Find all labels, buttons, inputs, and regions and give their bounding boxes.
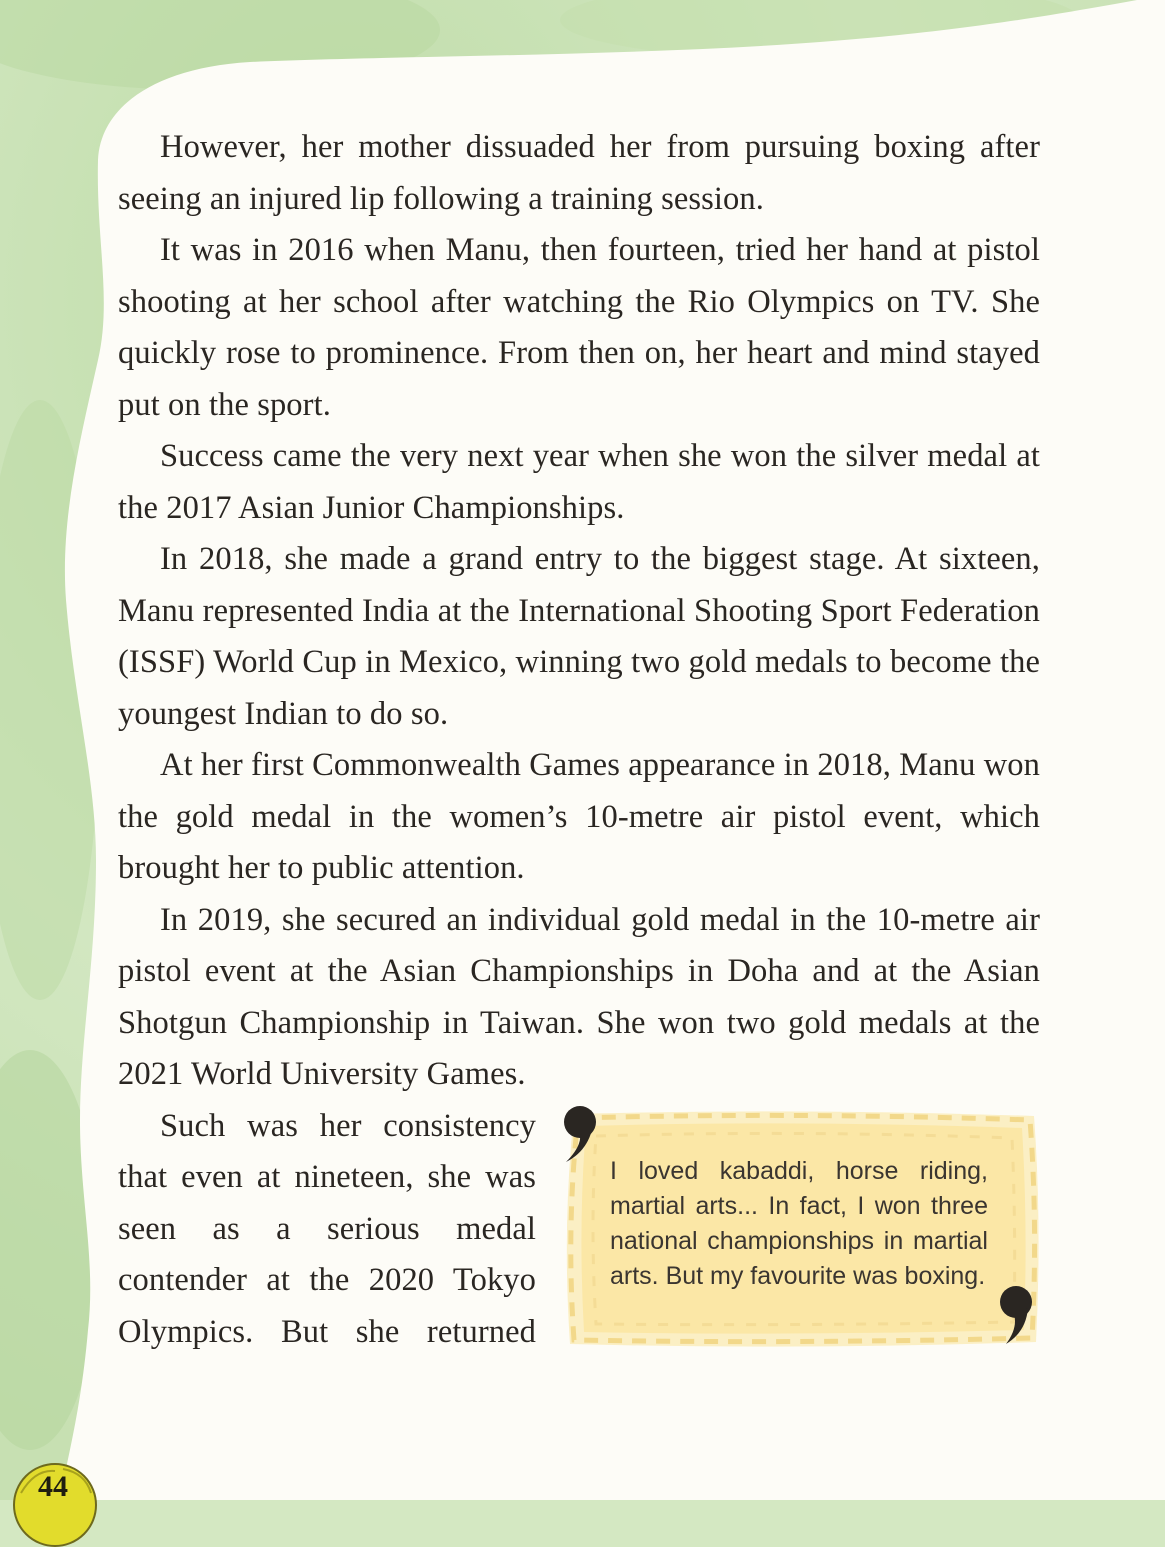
paragraph: In 2018, she made a grand entry to the biggest stage. At sixteen, Manu represented India at the International Shooting Sport Federation (ISSF) World Cup in Mexico, winning two gold medals to become the youngest Indian to do so. <box>118 541 1040 732</box>
page-number: 44 <box>38 1470 68 1503</box>
paragraph: At her first Commonwealth Games appearance in 2018, Manu won the gold medal in the women’s 10-metre air pistol event, which brought her to public attention. <box>118 747 1040 886</box>
paragraph: Such was her consistency that even at nineteen, she was seen as a serious medal contender at the 2020 Tokyo Olympics. But she returned <box>118 1107 536 1350</box>
paragraph: In 2019, she secured an individual gold medal in the 10-metre air pistol event at the Asian Championships in Doha and at the Asian Shotgun Championship in Taiwan. She won two gold medals at the 2021 World University Games. <box>118 901 1040 1092</box>
paragraph: However, her mother dissuaded her from pursuing boxing after seeing an injured lip following a training session. <box>118 129 1040 217</box>
paragraph: It was in 2016 when Manu, then fourteen, tried her hand at pistol shooting at her school after watching the Rio Olympics on TV. She quickly rose to prominence. From then on, her heart and mind stayed put on the sport. <box>118 232 1040 423</box>
close-quote-icon <box>994 1284 1040 1346</box>
paragraph: Success came the very next year when she won the silver medal at the 2017 Asian Junior Championships. <box>118 438 1040 526</box>
open-quote-icon <box>556 1104 602 1164</box>
quote-text: I loved kabaddi, horse riding, martial arts... In fact, I won three national championships in martial arts. But my favourite was boxing. <box>610 1157 988 1290</box>
